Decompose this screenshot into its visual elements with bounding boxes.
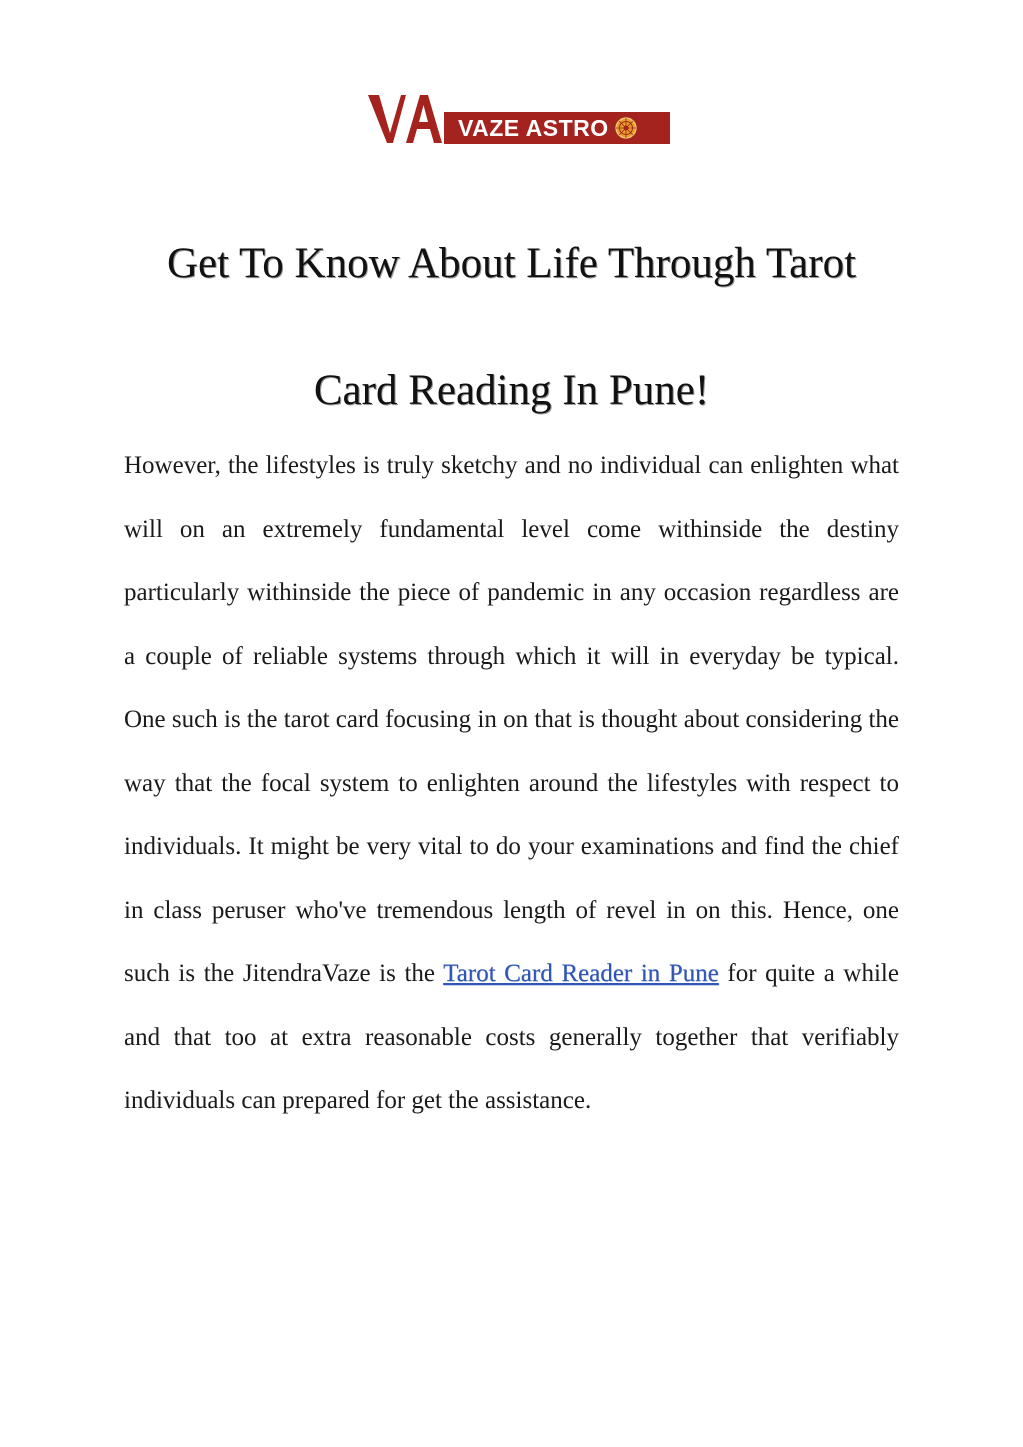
title-line-1: Get To Know About Life Through Tarot bbox=[166, 240, 857, 287]
title-line-2: Card Reading In Pune! bbox=[313, 367, 710, 414]
va-monogram-icon bbox=[368, 93, 444, 145]
body-text-after-link: for quite a while and that too at extra reasonable costs generally together that verifiably individuals can prepared for get the assistance. bbox=[124, 960, 899, 1114]
zodiac-wheel-icon bbox=[615, 117, 637, 139]
logo-banner bbox=[444, 112, 670, 144]
tarot-card-reader-link[interactable]: Tarot Card Reader in Pune bbox=[443, 960, 719, 987]
page-title bbox=[0, 200, 1023, 454]
body-text-before-link: However, the lifestyles is truly sketchy and no individual can enlighten what will on an extremely fundamental level come withinside the destiny particularly withinside the piece of pandemic in any occasion regardless are a couple of reliable systems through which it will in everyday be typical. One such is the tarot card focusing in on that is thought about considering the way that the focal system to enlighten around the lifestyles with respect to individuals. It might be very vital to do your examinations and find the chief in class peruser who've tremendous length of revel in on this. Hence, one such is the JitendraVaze is the bbox=[124, 452, 899, 987]
logo-text: VAZE ASTRO bbox=[458, 114, 609, 141]
vaze-astro-logo bbox=[368, 93, 670, 145]
body-paragraph bbox=[124, 434, 899, 1133]
logo-mark bbox=[368, 93, 444, 145]
